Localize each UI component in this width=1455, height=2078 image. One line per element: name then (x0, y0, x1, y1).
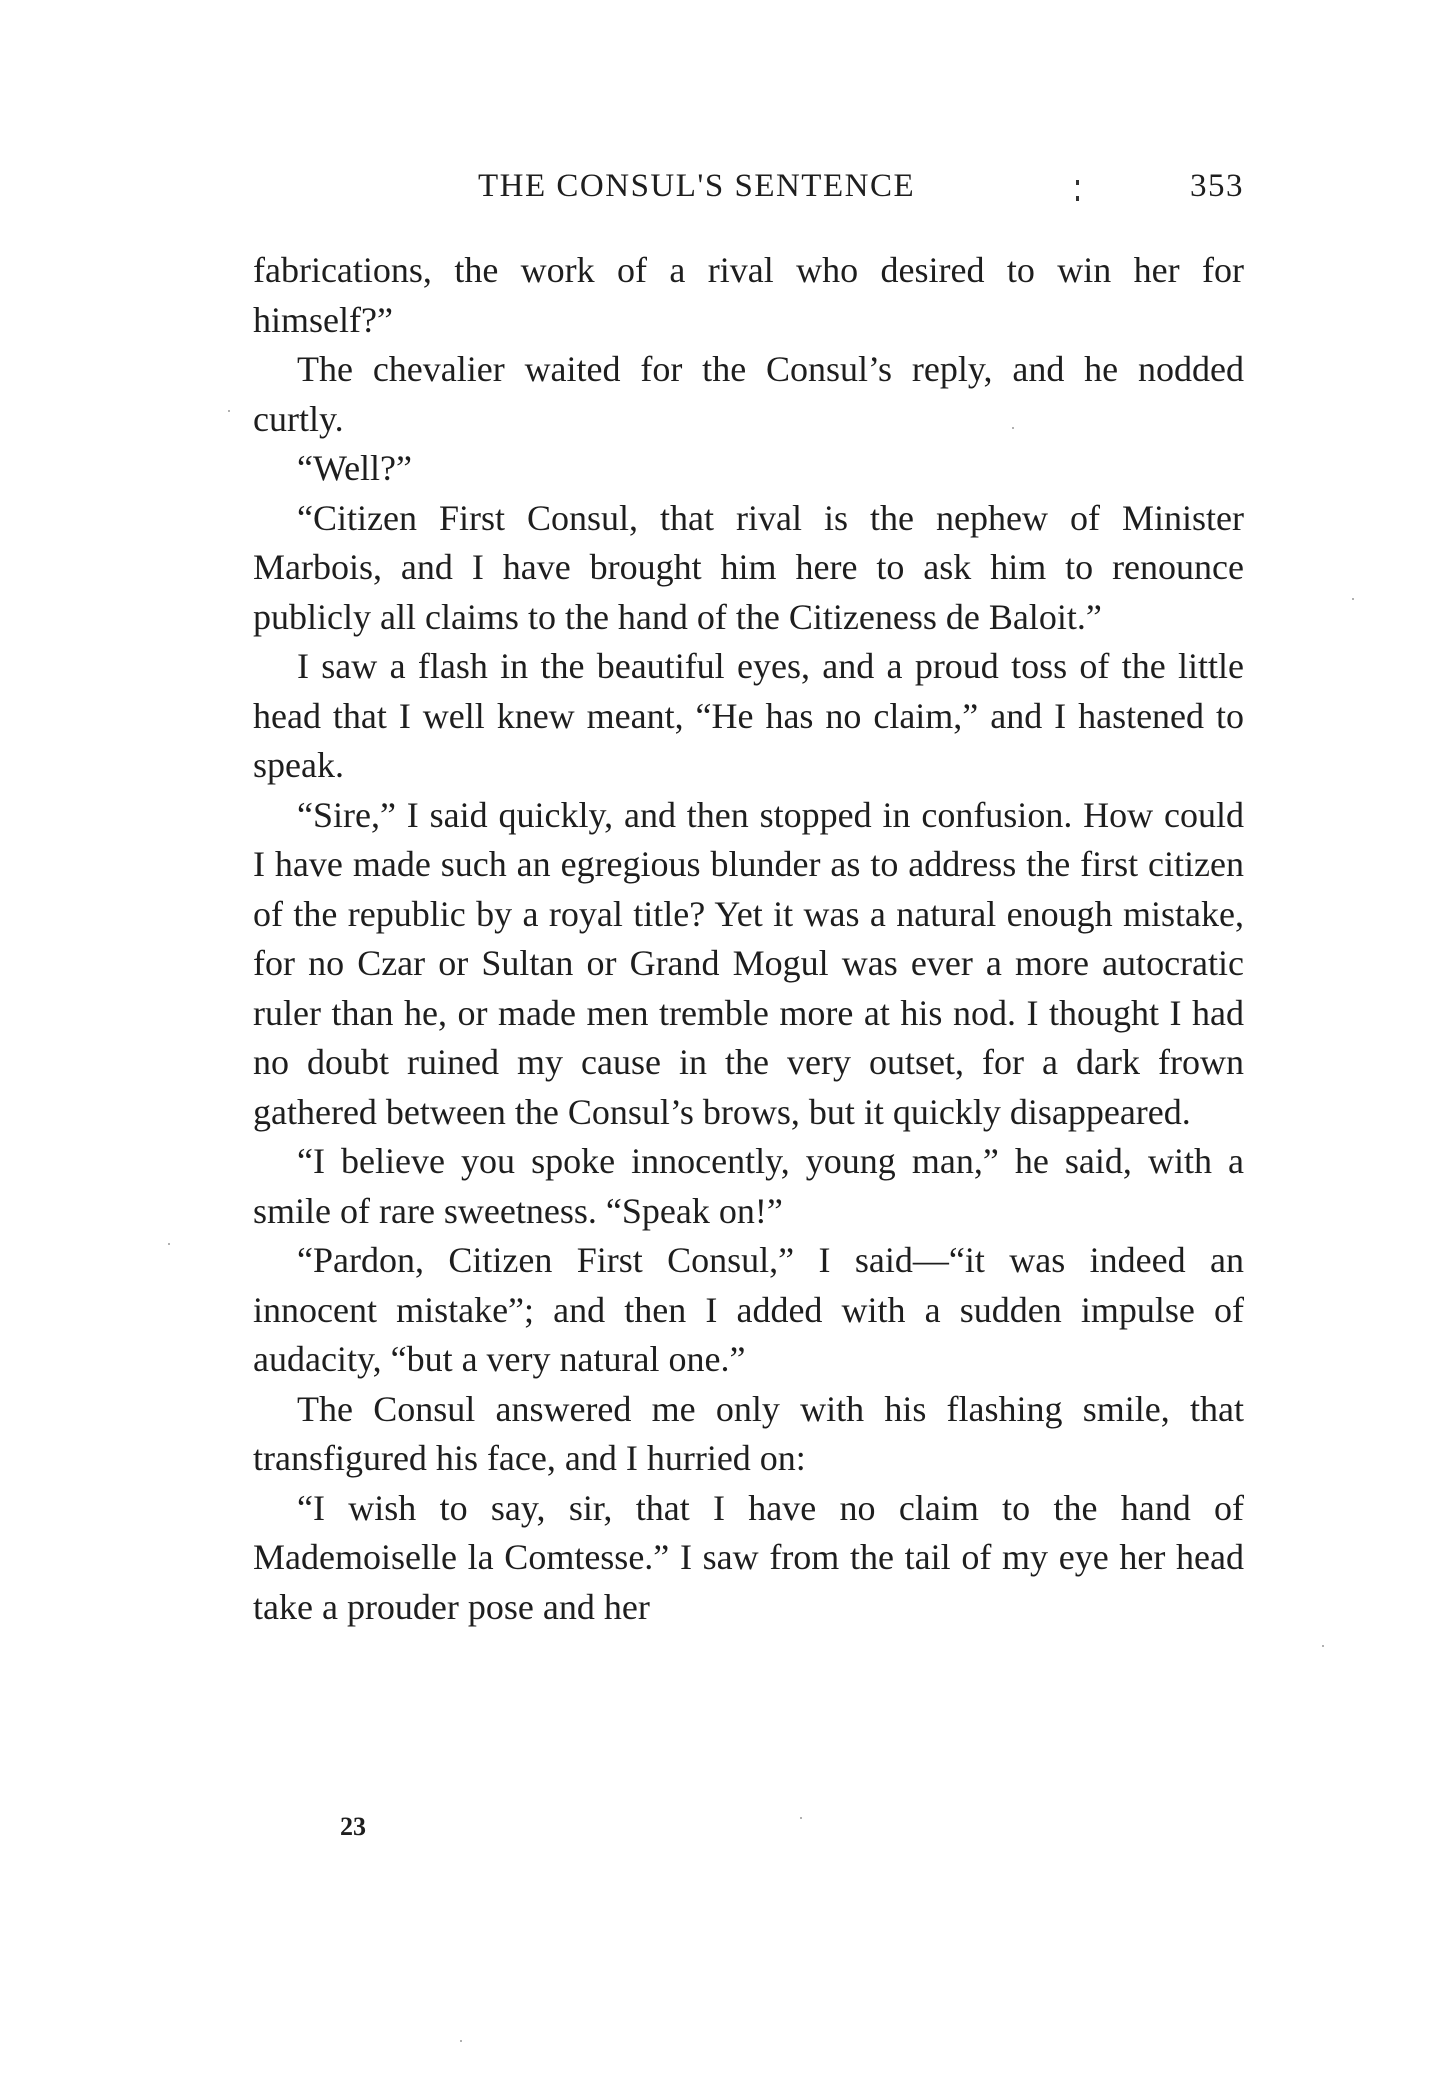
paragraph: I saw a flash in the beautiful eyes, and a proud toss of the little head that I well knew meant, “He has no claim,” and I hastened to speak. (253, 646, 1244, 785)
paragraph: “Well?” (297, 448, 413, 488)
paragraph: “Pardon, Citizen First Consul,” I said—“it was indeed an innocent mistake”; and then I added with a sudden impulse of audacity, “but a very natural one.” (253, 1240, 1244, 1379)
paper-speck (460, 2040, 462, 2042)
page-number: 353 (1190, 168, 1244, 204)
paragraph: The Consul answered me only with his flashing smile, that transfigured his face, and I hurried on: (253, 1388, 1244, 1478)
paragraph: “Citizen First Consul, that rival is the nephew of Minister Marbois, and I have brought him here to ask him to renounce publicly all claims to the hand of the Citizeness de Baloit.” (253, 497, 1244, 637)
paragraph: “I believe you spoke innocently, young man,” he said, with a smile of rare sweetness. “Speak on!” (253, 1141, 1244, 1231)
page-header (253, 168, 1244, 218)
paragraph: The chevalier waited for the Consul’s reply, and he nodded curtly. (253, 349, 1244, 439)
printer-mark-icon (1076, 180, 1080, 202)
body-text (253, 246, 1244, 1632)
paper-speck (1352, 598, 1354, 600)
paragraph: “Sire,” I said quickly, and then stopped in confusion. How could I have made such an egregious blunder as to address the first citizen of the republic by a royal title? Yet it was a natural enough mistake, for no Czar or Sultan or Grand Mogul was ever a more autocratic ruler than he, or made men tremble more at his nod. I thought I had no doubt ruined my cause in the very outset, for a dark frown gathered between the Consul’s brows, but it quickly disappeared. (253, 794, 1244, 1132)
running-head: THE CONSUL'S SENTENCE (478, 168, 916, 204)
paper-speck (228, 410, 230, 412)
paper-speck (800, 1817, 802, 1819)
signature-mark: 23 (340, 1812, 366, 1841)
paper-speck (168, 1243, 170, 1245)
paper-speck (1012, 427, 1014, 429)
paper-speck (1322, 1645, 1324, 1647)
paragraph: fabrications, the work of a rival who desired to win her for himself?” (253, 250, 1244, 340)
paragraph: “I wish to say, sir, that I have no claim to the hand of Mademoiselle la Comtesse.” I saw from the tail of my eye her head take a prouder pose and her (253, 1487, 1244, 1627)
